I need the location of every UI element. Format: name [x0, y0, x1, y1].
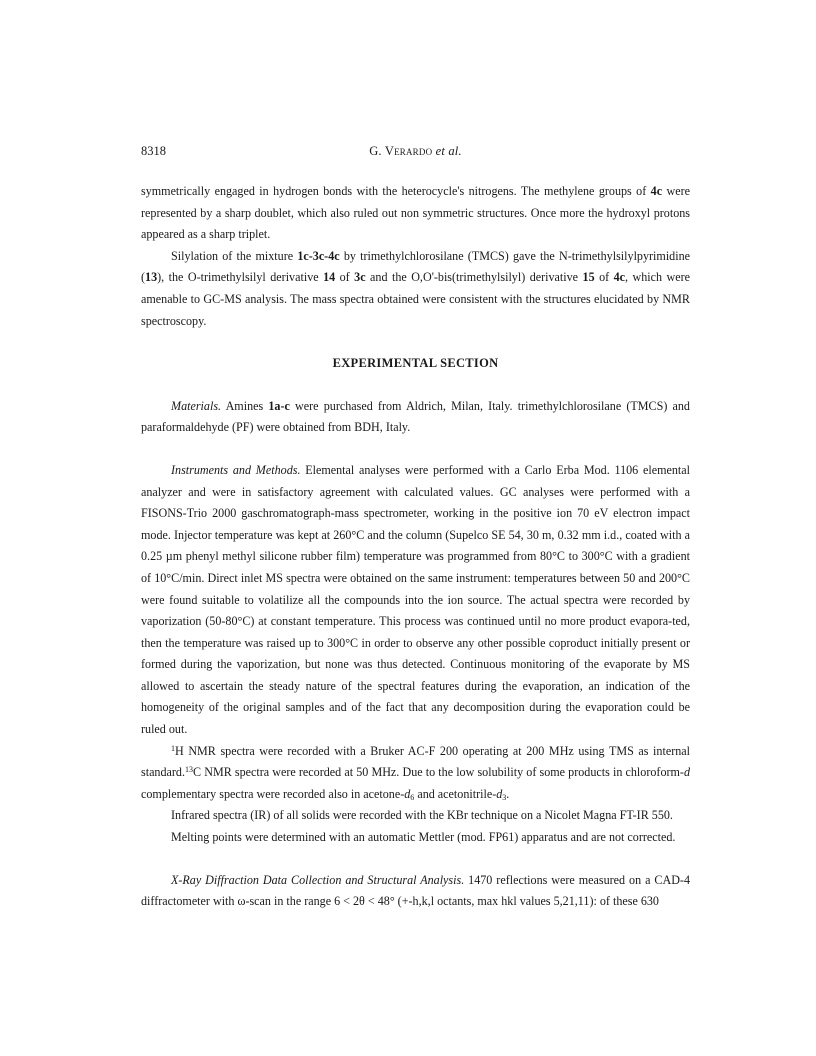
paragraph-nmr: $^1$H NMR spectra were recorded with a Bruker AC-F 200 operating at 200 MHz using TMS as internal standard.$^{13}$C NMR spectra were recorded at 50 MHz. Due to the low solubility of some products in chloroform-d complementary spectra were recorded also in acetone-$d_6$ and acetonitrile-$d_3$.	[141, 743, 690, 802]
paragraph-instruments: Instruments and Methods. Elemental analyses were performed with a Carlo Erba Mod. 1106 elemental analyzer and were in satisfactory agreement with calculated values. GC analyses were performed with a FISONS-Trio 2000 gaschromatograph-mass spectrometer, working in the positive ion 70 eV electron impact mode. Injector temperature was kept at 260°C and the column (Supelco SE 54, 30 m, 0.32 mm i.d., coated with a 0.25 µm phenyl methyl silicone rubber film) temperature was programmed from 80°C to 300°C with a gradient of 10°C/min. Direct inlet MS spectra were obtained on the same instrument: temperatures between 50 and 200°C were found suitable to volatilize all the compounds into the ion source. The actual spectra were recorded by vaporization (50-80°C) at constant temperature. This process was continued until no more product evapora-ted, then the temperature was raised up to 300°C in order to observe any other possible coproduct initially present or formed during the vaporization, but none was thus detected. Continuous monitoring of the evaporate by MS allowed to ascertain the steady nature of the spectral features during the evaporation, an indication of the homogeneity of the original samples and of the fact that any decomposition during the evaporation could be ruled out.	[141, 462, 690, 737]
paragraph-xray: X-Ray Diffraction Data Collection and Structural Analysis. 1470 reflections were measured on a CAD-4 diffractometer with ω-scan in the range 6 < 2θ < 48° (+-h,k,l octants, max hkl values 5,21,11): of these 630	[141, 872, 690, 909]
running-head-author: G. Verardo	[369, 144, 433, 158]
page-number: 8318	[141, 144, 166, 158]
body-text	[141, 181, 690, 913]
section-title-experimental: EXPERIMENTAL SECTION	[332, 356, 499, 371]
page-header	[141, 144, 690, 164]
running-head	[141, 144, 690, 159]
paragraph-silylation: Silylation of the mixture 1c-3c-4c by trimethylchlorosilane (TMCS) gave the N-trimethylsilylpyrimidine (13), the O-trimethylsilyl derivative 14 of 3c and the O,O'-bis(trimethylsilyl) derivative 15 of 4c, which were amenable to GC-MS analysis. The mass spectra obtained were consistent with the structures elucidated by NMR spectroscopy.	[141, 248, 691, 328]
running-head-et-al: et al.	[435, 144, 462, 158]
paragraph-hydrogen-bonds: symmetrically engaged in hydrogen bonds with the heterocycle's nitrogens. The methylene groups of 4c were represented by a sharp doublet, which also ruled out non symmetric structures. Once more the hydroxyl protons appeared as a sharp triplet.	[141, 184, 690, 242]
paragraph-infrared: Infrared spectra (IR) of all solids were recorded with the KBr technique on a Nicolet Magna FT-IR 550.	[171, 808, 673, 823]
paragraph-materials: Materials. Amines 1a-c were purchased from Aldrich, Milan, Italy. trimethylchlorosilane (TMCS) and paraformaldehyde (PF) were obtained from BDH, Italy.	[141, 398, 690, 435]
paragraph-melting-points: Melting points were determined with an automatic Mettler (mod. FP61) apparatus and are not corrected.	[171, 830, 676, 845]
